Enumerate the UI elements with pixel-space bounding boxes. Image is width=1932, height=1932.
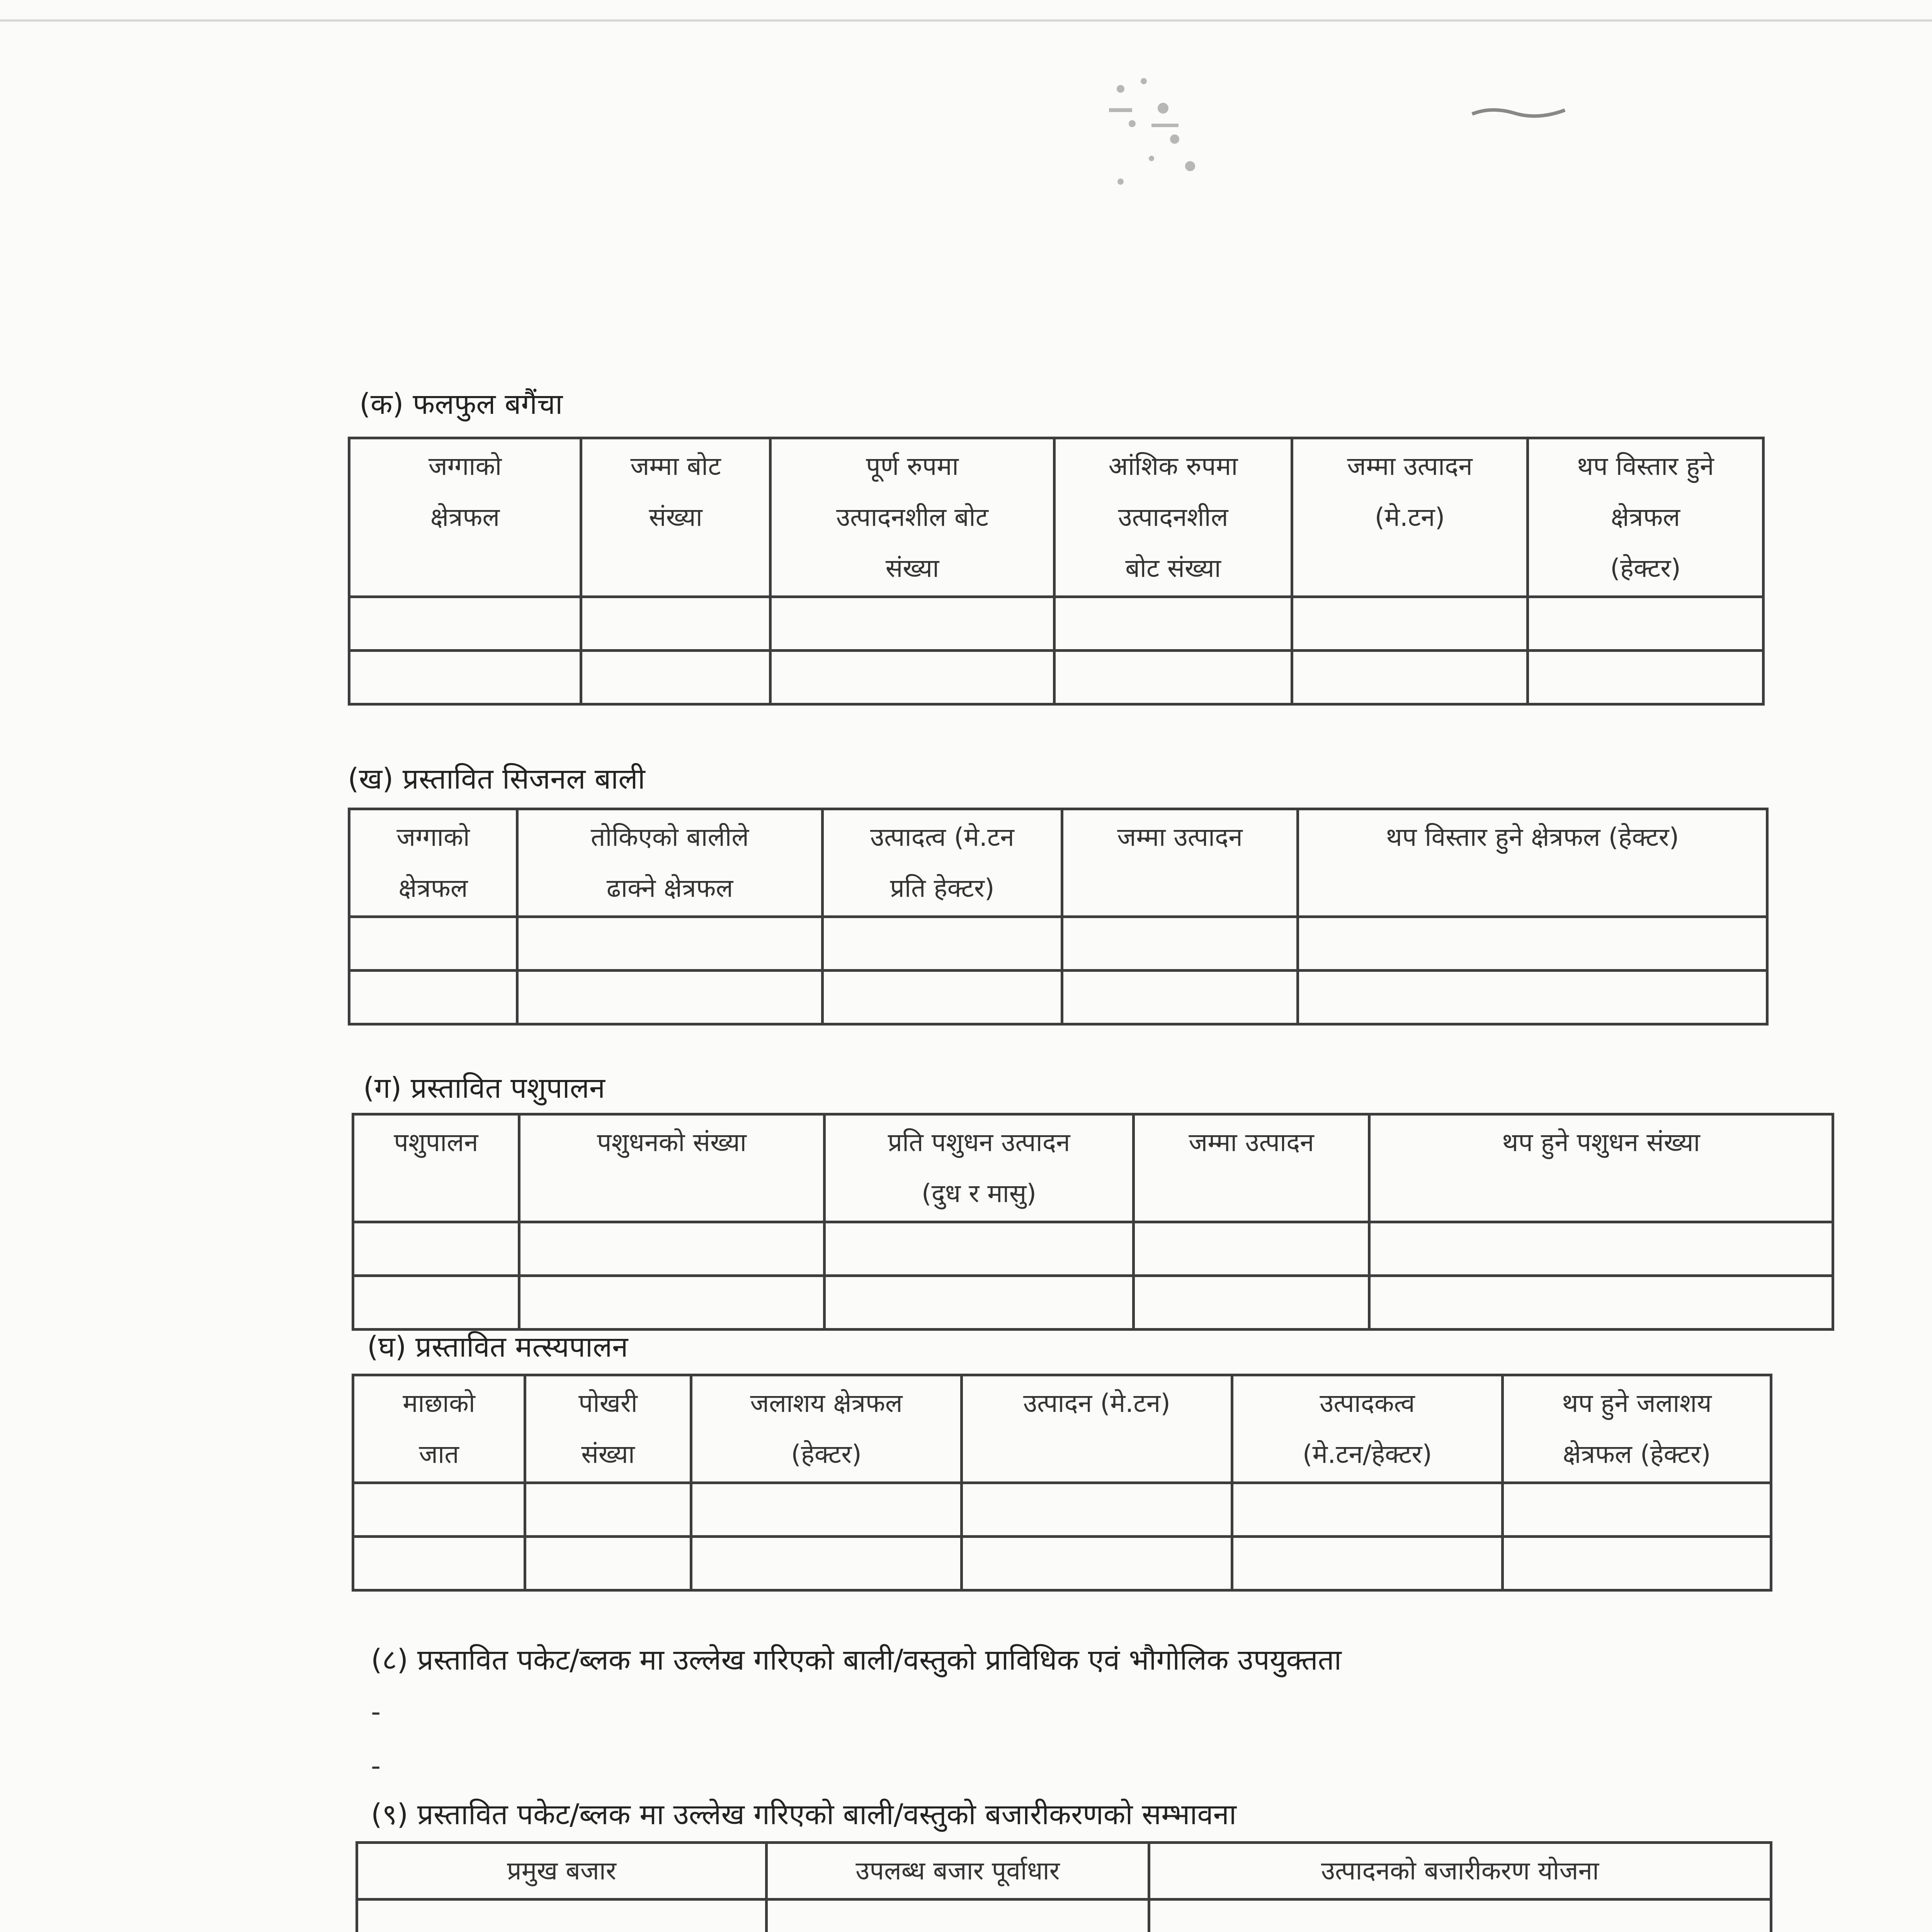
table-cell[interactable] bbox=[525, 1537, 691, 1590]
fruit-orchard-table bbox=[348, 437, 1765, 706]
table-cell[interactable] bbox=[1232, 1537, 1503, 1590]
table-header-row bbox=[349, 809, 1767, 917]
table-cell[interactable] bbox=[353, 1483, 525, 1537]
table-cell[interactable] bbox=[1528, 597, 1764, 651]
table-row bbox=[353, 1537, 1771, 1590]
table-cell[interactable] bbox=[825, 1222, 1134, 1276]
table-row bbox=[353, 1222, 1833, 1276]
table-row bbox=[353, 1483, 1771, 1537]
table-cell[interactable] bbox=[517, 971, 823, 1024]
table-cell[interactable] bbox=[1369, 1276, 1833, 1330]
table-cell[interactable] bbox=[767, 1900, 1149, 1932]
table-cell[interactable] bbox=[349, 597, 581, 651]
table-cell[interactable] bbox=[823, 917, 1062, 971]
table-cell[interactable] bbox=[1528, 651, 1764, 704]
column-header: जम्मा उत्पादन (मे.टन) bbox=[1292, 438, 1528, 597]
table-row bbox=[353, 1276, 1833, 1330]
table-row bbox=[349, 597, 1764, 651]
column-header: पूर्ण रुपमा उत्पादनशील बोट संख्या bbox=[770, 438, 1054, 597]
scan-smudge bbox=[1074, 66, 1236, 205]
section-heading-fruit-orchard: (क) फलफुल बगैंचा bbox=[359, 388, 563, 421]
blank-line-marker: - bbox=[371, 1696, 381, 1728]
table-cell[interactable] bbox=[1292, 651, 1528, 704]
fishery-table bbox=[352, 1374, 1772, 1592]
table-cell[interactable] bbox=[525, 1483, 691, 1537]
table-cell[interactable] bbox=[1054, 597, 1292, 651]
table-cell[interactable] bbox=[823, 971, 1062, 1024]
table-cell[interactable] bbox=[962, 1483, 1232, 1537]
column-header: उपलब्ध बजार पूर्वाधार bbox=[767, 1843, 1149, 1900]
section-heading-market: (९) प्रस्तावित पकेट/ब्लक मा उल्लेख गरिएको बाली/वस्तुको बजारीकरणको सम्भावना bbox=[371, 1798, 1236, 1831]
table-cell[interactable] bbox=[357, 1900, 767, 1932]
column-header: उत्पादकत्व (मे.टन/हेक्टर) bbox=[1232, 1375, 1503, 1483]
table-cell[interactable] bbox=[519, 1222, 825, 1276]
blank-line-marker: - bbox=[371, 1750, 381, 1782]
section-heading-livestock: (ग) प्रस्तावित पशुपालन bbox=[363, 1071, 605, 1105]
table-cell[interactable] bbox=[825, 1276, 1134, 1330]
table-cell[interactable] bbox=[691, 1537, 962, 1590]
market-table bbox=[355, 1841, 1772, 1932]
column-header: प्रमुख बजार bbox=[357, 1843, 767, 1900]
seasonal-crop-table bbox=[348, 808, 1769, 1026]
table-header-row bbox=[349, 438, 1764, 597]
table-cell[interactable] bbox=[962, 1537, 1232, 1590]
table-cell[interactable] bbox=[581, 597, 770, 651]
column-header: प्रति पशुधन उत्पादन (दुध र मासु) bbox=[825, 1114, 1134, 1222]
column-header: जम्मा उत्पादन bbox=[1134, 1114, 1369, 1222]
table-header-row bbox=[357, 1843, 1771, 1900]
column-header: उत्पादन (मे.टन) bbox=[962, 1375, 1232, 1483]
table-cell[interactable] bbox=[1298, 917, 1767, 971]
table-cell[interactable] bbox=[691, 1483, 962, 1537]
column-header: जम्मा बोट संख्या bbox=[581, 438, 770, 597]
table-cell[interactable] bbox=[770, 597, 1054, 651]
table-cell[interactable] bbox=[581, 651, 770, 704]
page-top-edge bbox=[0, 19, 1932, 22]
table-cell[interactable] bbox=[353, 1276, 519, 1330]
section-heading-suitability: (८) प्रस्तावित पकेट/ब्लक मा उल्लेख गरिएको बाली/वस्तुको प्राविधिक एवं भौगोलिक उपयुक्तता bbox=[371, 1643, 1342, 1677]
table-cell[interactable] bbox=[1503, 1483, 1771, 1537]
table-header-row bbox=[353, 1375, 1771, 1483]
column-header: पोखरी संख्या bbox=[525, 1375, 691, 1483]
table-cell[interactable] bbox=[349, 917, 517, 971]
table-cell[interactable] bbox=[1054, 651, 1292, 704]
column-header: उत्पादत्व (मे.टन प्रति हेक्टर) bbox=[823, 809, 1062, 917]
table-header-row bbox=[353, 1114, 1833, 1222]
table-cell[interactable] bbox=[349, 971, 517, 1024]
column-header: थप विस्तार हुने क्षेत्रफल (हेक्टर) bbox=[1528, 438, 1764, 597]
table-cell[interactable] bbox=[1134, 1276, 1369, 1330]
table-cell[interactable] bbox=[349, 651, 581, 704]
column-header: थप विस्तार हुने क्षेत्रफल (हेक्टर) bbox=[1298, 809, 1767, 917]
table-cell[interactable] bbox=[1292, 597, 1528, 651]
scan-smudge bbox=[1468, 99, 1569, 122]
table-cell[interactable] bbox=[1149, 1900, 1771, 1932]
column-header: पशुपालन bbox=[353, 1114, 519, 1222]
table-cell[interactable] bbox=[517, 917, 823, 971]
column-header: पशुधनको संख्या bbox=[519, 1114, 825, 1222]
column-header: जग्गाको क्षेत्रफल bbox=[349, 438, 581, 597]
table-row bbox=[357, 1900, 1771, 1932]
table-row bbox=[349, 917, 1767, 971]
column-header: तोकिएको बालीले ढाक्ने क्षेत्रफल bbox=[517, 809, 823, 917]
table-row bbox=[349, 651, 1764, 704]
livestock-table bbox=[352, 1113, 1834, 1331]
column-header: माछाको जात bbox=[353, 1375, 525, 1483]
section-heading-fishery: (घ) प्रस्तावित मत्स्यपालन bbox=[367, 1330, 628, 1364]
section-heading-seasonal-crop: (ख) प्रस्तावित सिजनल बाली bbox=[348, 762, 645, 796]
table-cell[interactable] bbox=[353, 1222, 519, 1276]
table-cell[interactable] bbox=[1062, 971, 1298, 1024]
table-row bbox=[349, 971, 1767, 1024]
column-header: उत्पादनको बजारीकरण योजना bbox=[1149, 1843, 1771, 1900]
column-header: जलाशय क्षेत्रफल (हेक्टर) bbox=[691, 1375, 962, 1483]
column-header: थप हुने पशुधन संख्या bbox=[1369, 1114, 1833, 1222]
table-cell[interactable] bbox=[1062, 917, 1298, 971]
table-cell[interactable] bbox=[1503, 1537, 1771, 1590]
table-cell[interactable] bbox=[1298, 971, 1767, 1024]
table-cell[interactable] bbox=[1369, 1222, 1833, 1276]
table-cell[interactable] bbox=[1232, 1483, 1503, 1537]
table-cell[interactable] bbox=[519, 1276, 825, 1330]
table-cell[interactable] bbox=[1134, 1222, 1369, 1276]
table-cell[interactable] bbox=[353, 1537, 525, 1590]
column-header: जग्गाको क्षेत्रफल bbox=[349, 809, 517, 917]
table-cell[interactable] bbox=[770, 651, 1054, 704]
column-header: जम्मा उत्पादन bbox=[1062, 809, 1298, 917]
column-header: आंशिक रुपमा उत्पादनशील बोट संख्या bbox=[1054, 438, 1292, 597]
column-header: थप हुने जलाशय क्षेत्रफल (हेक्टर) bbox=[1503, 1375, 1771, 1483]
